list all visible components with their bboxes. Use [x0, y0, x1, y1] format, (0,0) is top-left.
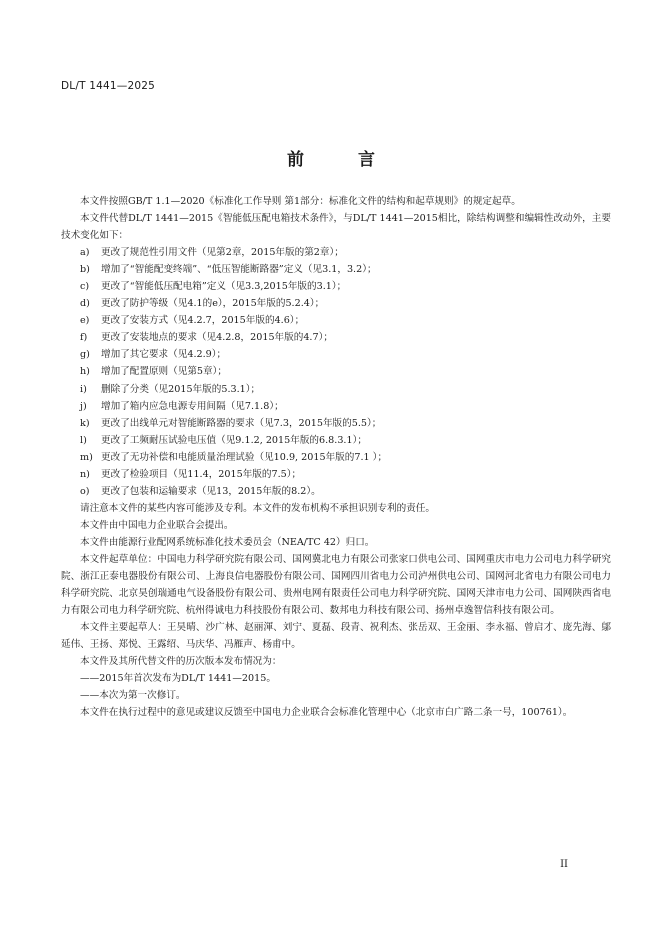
list-item [61, 312, 611, 329]
list-item [61, 381, 611, 398]
paragraph-basis: 本文件按照GB/T 1.1—2020《标准化工作导则 第1部分：标准化文件的结构和起草规则》的规定起草。 [80, 196, 521, 207]
list-item-text: 更改了检验项目（见11.4，2015年版的7.5）； [101, 468, 302, 480]
list-item-text: 更改了防护等级（见4.1的e），2015年版的5.2.4）； [101, 298, 325, 310]
list-marker: b) [80, 264, 90, 276]
list-item-text: 更改了出线单元对智能断路器的要求（见7.3，2015年版的5.5）； [101, 417, 382, 429]
list-item [61, 432, 611, 449]
paragraph-patent-notice: 请注意本文件的某些内容可能涉及专利。本文件的发布机构不承担识别专利的责任。 [80, 502, 435, 514]
history-item: ——本次为第一次修订。 [80, 690, 186, 702]
list-item [61, 244, 611, 261]
list-marker: d) [80, 298, 90, 310]
list-marker: c) [80, 281, 90, 293]
list-item-text: 更改了包装和运输要求（见13，2015年版的8.2）。 [101, 485, 321, 497]
list-marker: a) [80, 247, 90, 259]
list-marker: l) [80, 434, 87, 446]
list-marker: o) [80, 485, 90, 497]
list-marker: h) [80, 366, 90, 378]
list-item-text: 增加了箱内应急电源专用间隔（见7.1.8）； [101, 400, 284, 412]
list-marker: j) [80, 400, 87, 412]
paragraph-drafters: 本文件主要起草人：王昊晴、沙广林、赵丽渾、刘宁、夏磊、段青、祝利杰、张岳双、王金丽、李永福、曾启才、庞先海、鄔延伟、王扬、郑悦、王露绍、马庆华、冯雁声、杨甫中。 [61, 622, 611, 651]
paragraph-drafting-units: 本文件起草单位：中国电力科学研究院有限公司、国网冀北电力有限公司张家口供电公司、国网重庆市电力公司电力科学研究院、浙江正泰电器股份有限公司、上海良信电器股份有限公司、国网四川省电力公司泸州供电公司、国网河北省电力有限公司电力科学研究院、北京昊创瑞通电气设备股份有限公司、贵州电网有限责任公司电力科学研究院、国网天津市电力公司、国网陕西省电力有限公司电力科学研究院、杭州得诚电力科技股份有限公司、数邦电力科技有限公司、扬州卓逸智信科技有限公司。 [61, 553, 611, 617]
list-item-text: 更改了规范性引用文件（见第2章，2015年版的第2章）； [101, 247, 344, 259]
list-item [61, 329, 611, 346]
paragraph-replacement: 本文件代替DL/T 1441—2015《智能低压配电箱技术条件》，与DL/T 1441—2015相比，除结构调整和编辑性改动外，主要技术变化如下： [61, 213, 611, 242]
history-item: ——2015年首次发布为DL/T 1441—2015。 [80, 673, 276, 685]
list-item [61, 363, 611, 380]
list-item [61, 261, 611, 278]
list-item [61, 415, 611, 432]
paragraph-history: 本文件及其所代替文件的历次版本发布情况为： [80, 656, 282, 668]
paragraph-feedback: 本文件在执行过程中的意见或建议反馈至中国电力企业联合会标准化管理中心（北京市白广路二条一号，100761）。 [80, 707, 573, 719]
list-marker: k) [80, 417, 90, 429]
list-item [61, 466, 611, 483]
list-item [61, 346, 611, 363]
list-item-text: 更改了无功补偿和电能质量治理试验（见10.9, 2015年版的7.1 ）； [101, 451, 388, 463]
paragraph-committee: 本文件由能源行业配网系统标准化技术委员会（NEA/TC 42）归口。 [80, 536, 375, 548]
list-item-text: 增加了配置原则（见第5章）； [101, 366, 228, 378]
page-title: 前 言 [287, 150, 399, 170]
paragraph-proposer: 本文件由中国电力企业联合会提出。 [80, 519, 234, 531]
list-item-text: 更改了安装地点的要求（见4.2.8，2015年版的4.7）； [101, 332, 333, 344]
list-item-text: 增加了其它要求（见4.2.9）； [101, 349, 227, 361]
list-marker: m) [80, 451, 93, 463]
list-marker: e) [80, 315, 90, 327]
page-number: II [560, 859, 568, 870]
list-marker: n) [80, 468, 90, 480]
list-item-text: 更改了工频耐压试验电压值（见9.1.2, 2015年版的6.8.3.1）； [101, 434, 367, 446]
list-item [61, 449, 611, 466]
list-item [61, 398, 611, 415]
foreword-body [61, 193, 611, 721]
list-item [61, 295, 611, 312]
list-marker: f) [80, 332, 88, 344]
standard-code: DL/T 1441—2025 [61, 80, 155, 92]
list-marker: i) [80, 383, 87, 395]
list-item [61, 278, 611, 295]
list-item [61, 483, 611, 500]
list-marker: g) [80, 349, 90, 361]
changes-list [61, 244, 611, 500]
list-item-text: 删除了分类（见2015年版的5.3.1）； [101, 383, 261, 395]
list-item-text: 更改了“智能低压配电箱”定义（见3.3,2015年版的3.1）； [101, 281, 347, 293]
list-item-text: 增加了“智能配变终端”、“低压智能断路器”定义（见3.1，3.2）； [101, 264, 377, 276]
list-item-text: 更改了安装方式（见4.2.7，2015年版的4.6）； [101, 315, 305, 327]
